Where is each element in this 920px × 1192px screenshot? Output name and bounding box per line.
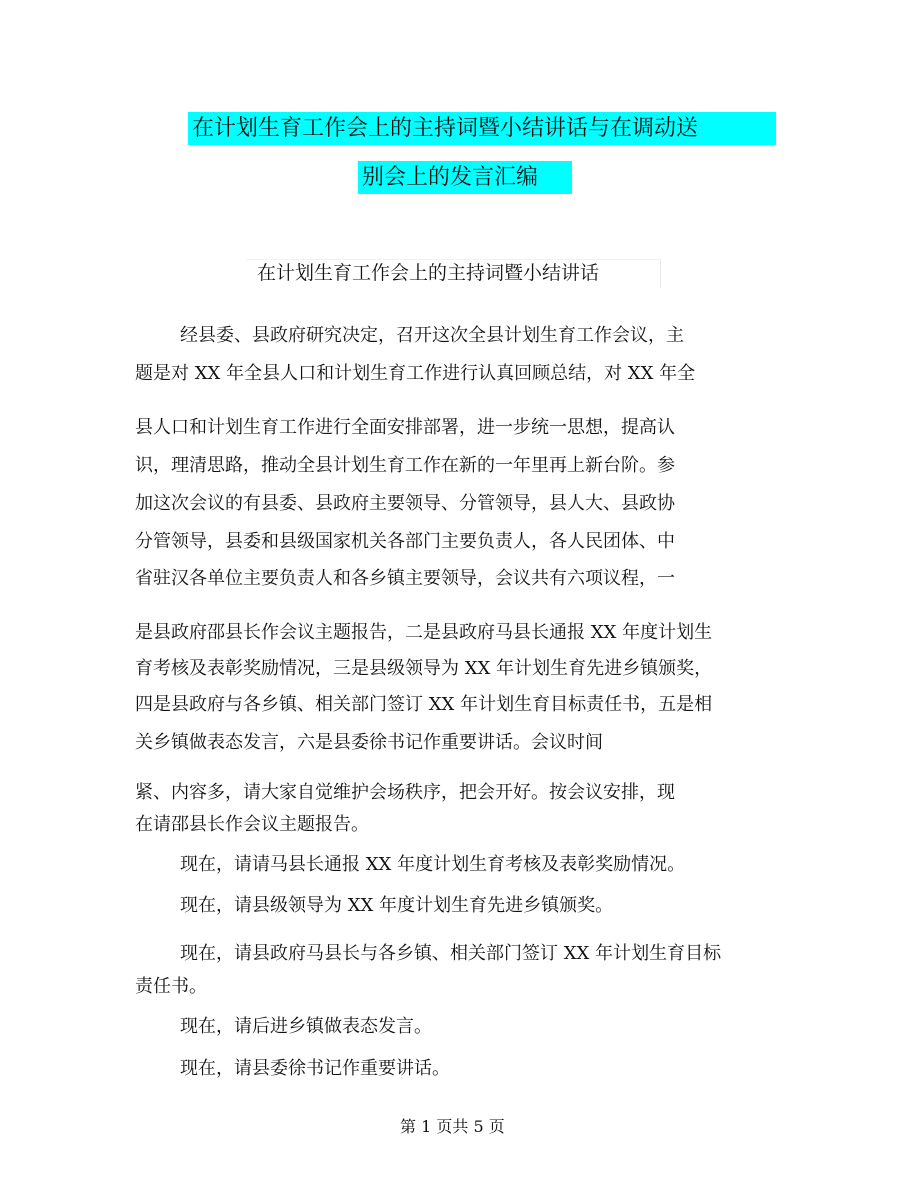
body-line-7: 省驻汉各单位主要负责人和各乡镇主要领导，会议共有六项议程，一 — [135, 568, 675, 589]
body-line-3: 县人口和计划生育工作进行全面安排部署，进一步统一思想，提高认 — [135, 417, 675, 438]
body-line-12: 紧、内容多，请大家自觉维护会场秩序，把会开好。按会议安排，现 — [135, 782, 675, 803]
body-line-15: 现在，请县级领导为 XX 年度计划生育先进乡镇颁奖。 — [180, 895, 614, 916]
section-title: 在计划生育工作会上的主持词暨小结讲话 — [257, 262, 600, 284]
body-line-13: 在请邵县长作会议主题报告。 — [135, 814, 369, 835]
body-line-6: 分管领导，县委和县级国家机关各部门主要负责人，各人民团体、中 — [135, 531, 675, 552]
body-line-10: 四是县政府与各乡镇、相关部门签订 XX 年计划生育目标责任书，五是相 — [135, 694, 713, 715]
body-line-5: 加这次会议的有县委、县政府主要领导、分管领导，县人大、县政协 — [135, 493, 675, 514]
body-line-8: 是县政府邵县长作会议主题报告，二是县政府马县长通报 XX 年度计划生 — [135, 622, 713, 643]
page-footer: 第 1 页共 5 页 — [400, 1117, 505, 1136]
body-line-14: 现在，请请马县长通报 XX 年度计划生育考核及表彰奖励情况。 — [180, 854, 686, 875]
body-line-17: 责任书。 — [135, 976, 207, 997]
body-line-9: 育考核及表彰奖励情况，三是县级领导为 XX 年计划生育先进乡镇颁奖， — [135, 658, 713, 679]
document-title-line-2: 别会上的发言汇编 — [358, 161, 572, 194]
body-line-1: 经县委、县政府研究决定，召开这次全县计划生育工作会议，主 — [180, 325, 684, 346]
document-title-line-1: 在计划生育工作会上的主持词暨小结讲话与在调动送 — [188, 112, 776, 145]
body-line-2: 题是对 XX 年全县人口和计划生育工作进行认真回顾总结，对 XX 年全 — [135, 363, 696, 384]
body-line-18: 现在，请后进乡镇做表态发言。 — [180, 1016, 432, 1037]
body-line-11: 关乡镇做表态发言，六是县委徐书记作重要讲话。会议时间 — [135, 732, 603, 753]
body-line-16: 现在，请县政府马县长与各乡镇、相关部门签订 XX 年计划生育目标 — [180, 943, 722, 964]
body-line-4: 识，理清思路，推动全县计划生育工作在新的一年里再上新台阶。参 — [135, 455, 675, 476]
body-line-19: 现在，请县委徐书记作重要讲话。 — [180, 1058, 450, 1079]
